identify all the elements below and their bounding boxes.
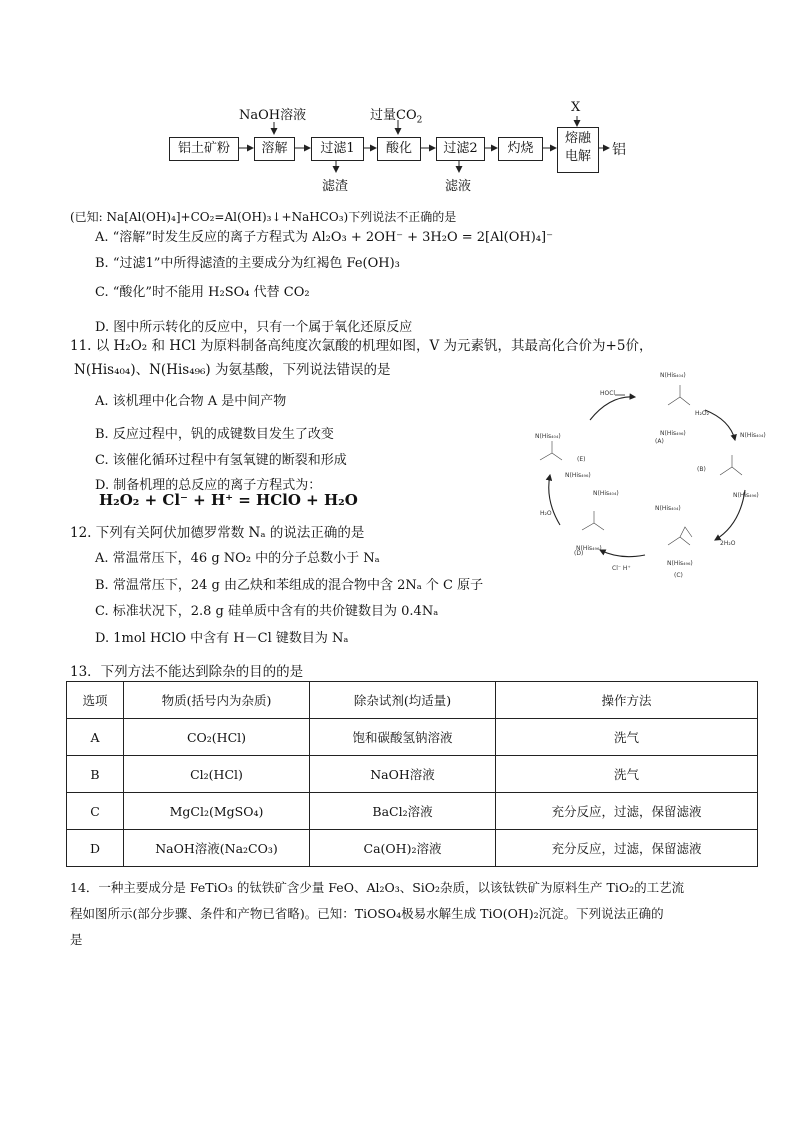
cell: CO₂(HCl)	[124, 719, 310, 756]
q13-table	[66, 681, 758, 867]
q10-option-c: C. “酸化”时不能用 H₂SO₄ 代替 CO₂	[95, 285, 310, 300]
flow-box-dissolve: 溶解	[254, 137, 295, 161]
q11-option-c: C. 该催化循环过程中有氢氧键的断裂和形成	[95, 453, 347, 468]
q10-note: (已知: Na[Al(OH)₄]+CO₂=Al(OH)₃↓+NaHCO₃)下列说法不正确的是	[70, 210, 457, 224]
q10-option-b: B. “过滤1”中所得滤渣的主要成分为红褐色 Fe(OH)₃	[95, 256, 400, 271]
mech-his496-e: N(His₄₉₆)	[565, 472, 591, 479]
mech-his496-c: N(His₄₉₆)	[667, 560, 693, 567]
q10-option-a: A. “溶解”时发生反应的离子方程式为 Al₂O₃ + 2OH⁻ + 3H₂O = 2[Al(OH)₄]⁻	[95, 230, 553, 245]
cell: 洗气	[496, 719, 758, 756]
cell: NaOH溶液(Na₂CO₃)	[124, 830, 310, 867]
header-substance: 物质(括号内为杂质)	[124, 682, 310, 719]
cell: 充分反应，过滤，保留滤液	[496, 830, 758, 867]
mech-2h2o: 2H₂O	[720, 540, 736, 547]
reagent-naoh: NaOH溶液	[239, 108, 307, 123]
mech-his404-a: N(His₄₀₄)	[660, 372, 686, 379]
mech-his404-center2: N(His₄₀₄)	[655, 505, 681, 512]
mech-his496-b: N(His₄₉₆)	[733, 492, 759, 499]
cell: C	[67, 793, 124, 830]
mech-hocl: HOCl	[600, 390, 616, 397]
cell: MgCl₂(MgSO₄)	[124, 793, 310, 830]
q14-line2: 程如图所示(部分步骤、条件和产物已省略)。已知：TiOSO₄极易水解生成 TiO(OH)₂沉淀。下列说法正确的	[70, 906, 664, 921]
table-row	[67, 719, 758, 756]
flow-box-calcine: 灼烧	[498, 137, 543, 161]
q11-option-d: D. 制备机理的总反应的离子方程式为：	[95, 478, 322, 493]
q11-stem-line1: 11. 以 H₂O₂ 和 HCl 为原料制备高纯度次氯酸的机理如图，V 为元素钒，其最高化合价为+5价，	[70, 338, 653, 354]
table-row	[67, 756, 758, 793]
q12-stem: 12. 下列有关阿伏加德罗常数 Nₐ 的说法正确的是	[70, 525, 365, 541]
mech-cl-h: Cl⁻ H⁺	[612, 565, 631, 572]
q14-line1: 14．一种主要成分是 FeTiO₃ 的钛铁矿含少量 FeO、Al₂O₃、SiO₂杂质，以该钛铁矿为原料生产 TiO₂的工艺流	[70, 880, 685, 895]
mech-his496-d: N(His₄₉₆)	[576, 545, 602, 552]
output-filtrate: 滤液	[445, 179, 472, 194]
mech-his496-a: N(His₄₉₆)	[660, 430, 686, 437]
table-row	[67, 830, 758, 867]
reagent-co2: 过量$CO_2$	[370, 108, 423, 126]
cell: B	[67, 756, 124, 793]
table-row	[67, 793, 758, 830]
flow-box-ore: 铝土矿粉	[169, 137, 239, 161]
header-reagent: 除杂试剂(均适量)	[310, 682, 496, 719]
flow-box-acidify: 酸化	[377, 137, 421, 161]
mech-his404-e: N(His₄₀₄)	[535, 433, 561, 440]
cell: NaOH溶液	[310, 756, 496, 793]
flow-melt-line2: 电解	[564, 149, 591, 164]
cell: 饱和碳酸氢钠溶液	[310, 719, 496, 756]
mech-h2o2: H₂O₂	[695, 410, 710, 417]
cell: BaCl₂溶液	[310, 793, 496, 830]
mech-his404-center: N(His₄₀₄)	[593, 490, 619, 497]
header-option: 选项	[67, 682, 124, 719]
q12-option-d: D. 1mol HClO 中含有 H－Cl 键数目为 Nₐ	[95, 631, 349, 646]
flow-arrows	[0, 0, 794, 200]
flow-box-filter1: 过滤1	[311, 137, 364, 161]
q12-option-c: C. 标准状况下，2.8 g 硅单质中含有的共价键数目为 0.4Nₐ	[95, 604, 439, 619]
q12-option-b: B. 常温常压下，24 g 由乙炔和苯组成的混合物中含 2Nₐ 个 C 原子	[95, 578, 484, 593]
q11-option-a: A. 该机理中化合物 A 是中间产物	[95, 394, 287, 409]
q10-option-d: D. 图中所示转化的反应中，只有一个属于氧化还原反应	[95, 320, 413, 335]
mechanism-arrows	[520, 365, 770, 590]
cell: Ca(OH)₂溶液	[310, 830, 496, 867]
table-header-row	[67, 682, 758, 719]
cell: A	[67, 719, 124, 756]
cell: D	[67, 830, 124, 867]
header-method: 操作方法	[496, 682, 758, 719]
flow-box-filter2: 过滤2	[436, 137, 485, 161]
cell: 洗气	[496, 756, 758, 793]
q13-stem: 13．下列方法不能达到除杂的目的的是	[70, 664, 304, 680]
mech-h2o: H₂O	[540, 510, 552, 517]
product-aluminum: 铝	[612, 142, 626, 158]
q11-option-b: B. 反应过程中，钒的成键数目发生了改变	[95, 427, 334, 442]
flow-box-electrolysis	[557, 127, 599, 173]
mech-label-c: (C)	[674, 572, 683, 579]
flow-melt-line1: 熔融	[564, 131, 591, 146]
mech-label-a: (A)	[655, 438, 664, 445]
mech-label-b: (B)	[697, 466, 706, 473]
cell: Cl₂(HCl)	[124, 756, 310, 793]
output-filter-residue: 滤渣	[322, 179, 349, 194]
q12-option-a: A. 常温常压下，46 g NO₂ 中的分子总数小于 Nₐ	[95, 551, 380, 566]
reagent-x: X	[571, 100, 581, 115]
mech-label-e: (E)	[577, 456, 586, 463]
cell: 充分反应，过滤，保留滤液	[496, 793, 758, 830]
q14-line3: 是	[70, 932, 83, 947]
mech-his404-b: N(His₄₀₄)	[740, 432, 766, 439]
q11-equation: H₂O₂ + Cl⁻ + H⁺ = HClO + H₂O	[99, 491, 358, 509]
q11-stem-line2: N(His₄₀₄)、N(His₄₉₆) 为氨基酸，下列说法错误的是	[74, 362, 391, 378]
mech-label-d: (D)	[574, 550, 584, 557]
